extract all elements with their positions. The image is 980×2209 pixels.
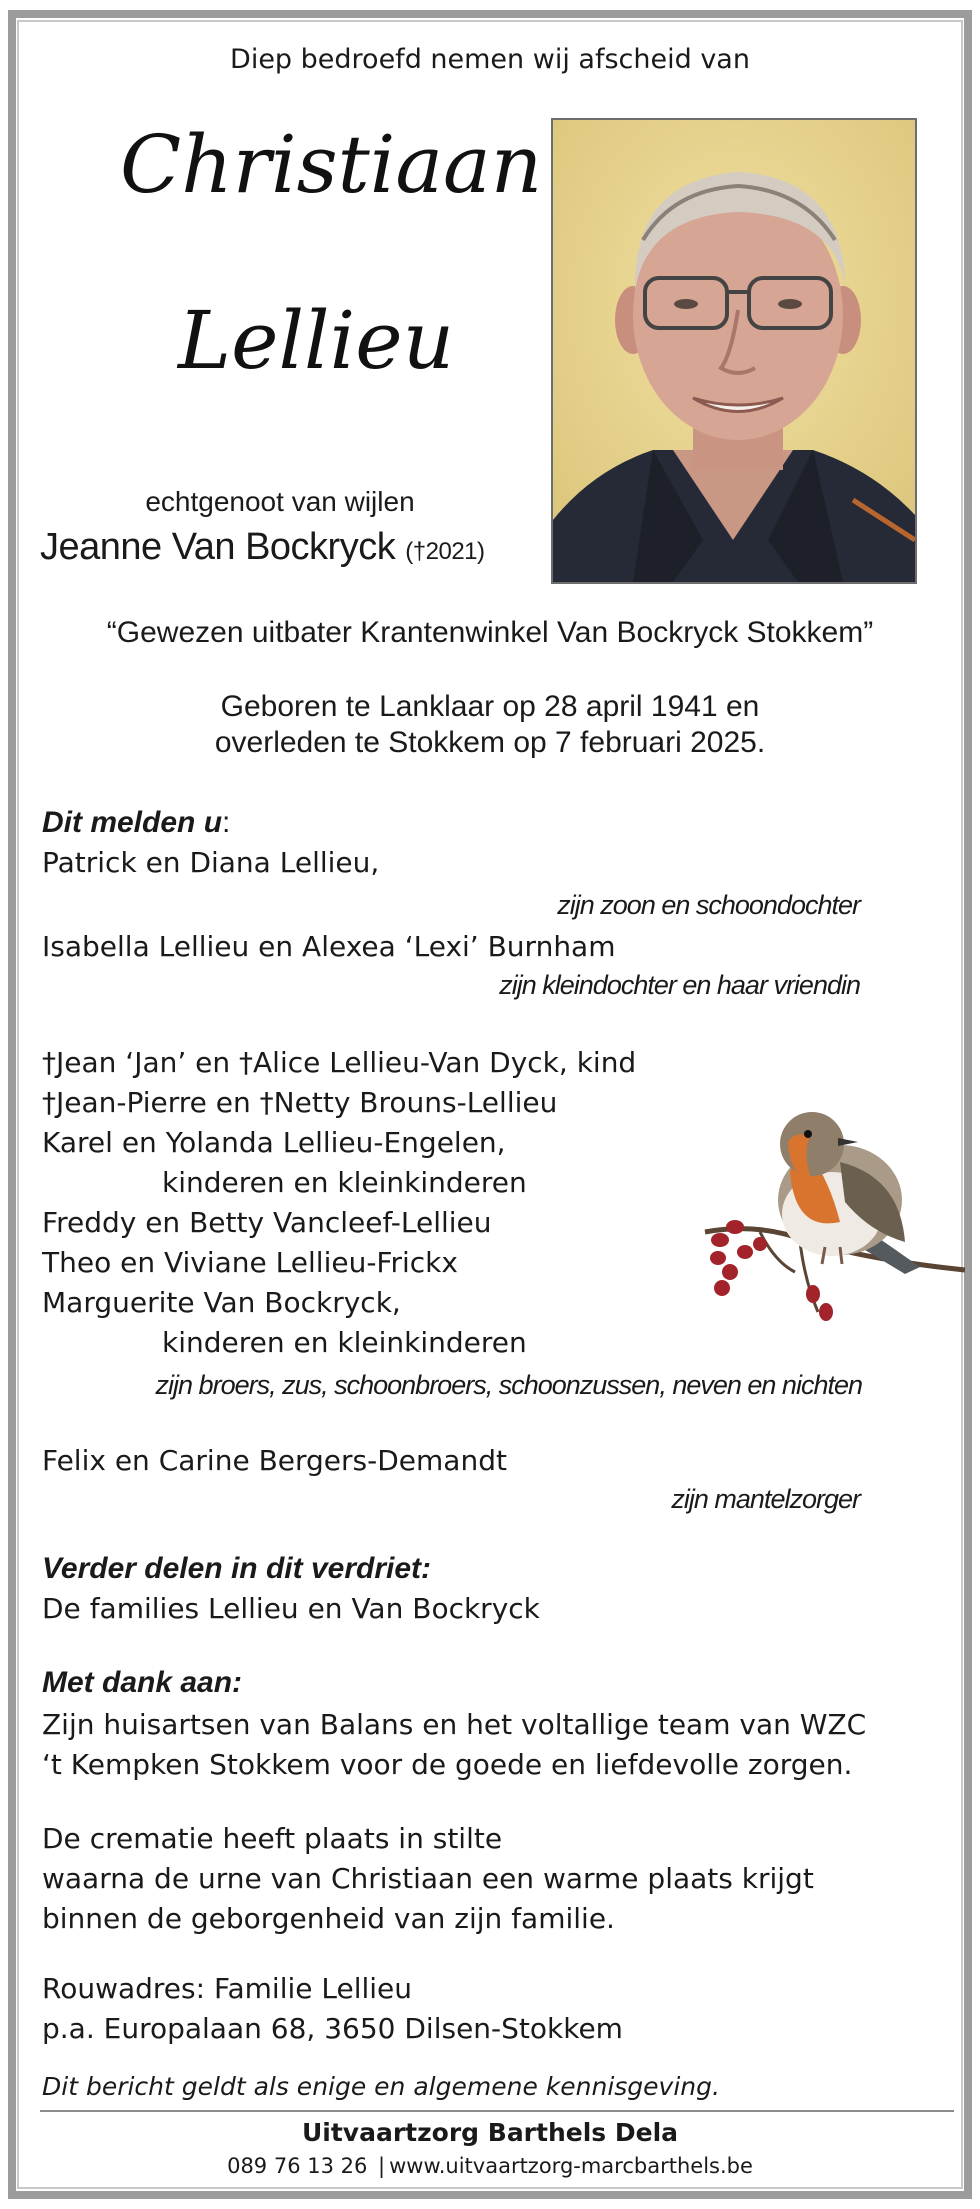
sibling-line: Freddy en Betty Vancleef-Lellieu <box>42 1206 492 1239</box>
announcers-heading-text: Dit melden u <box>42 806 223 839</box>
robin-illustration <box>700 1082 970 1332</box>
sibling-line: Karel en Yolanda Lellieu-Engelen, <box>42 1126 506 1159</box>
sharing-text: De families Lellieu en Van Bockryck <box>42 1592 540 1625</box>
cremation-line: binnen de geborgenheid van zijn familie. <box>42 1902 615 1935</box>
portrait-illustration <box>553 120 915 582</box>
thanks-heading: Met dank aan: <box>42 1666 243 1699</box>
spouse-label: echtgenoot van wijlen <box>145 486 415 517</box>
occupation-quote: “Gewezen uitbater Krantenwinkel Van Bockryck Stokkem” <box>106 616 874 649</box>
sibling-line: Theo en Viviane Lellieu-Frickx <box>42 1246 458 1279</box>
notice-text: Dit bericht geldt als enige en algemene kennisgeving. <box>42 2072 720 2101</box>
announcer-grandchild-role: zijn kleindochter en haar vriendin <box>499 970 860 1000</box>
thanks-line: Zijn huisartsen van Balans en het voltallige team van WZC <box>42 1708 867 1741</box>
address-line: p.a. Europalaan 68, 3650 Dilsen-Stokkem <box>42 2012 623 2045</box>
sibling-line: kinderen en kleinkinderen <box>162 1326 527 1359</box>
birth-line: Geboren te Lanklaar op 28 april 1941 en <box>220 690 760 723</box>
footer-contact <box>0 2154 980 2178</box>
death-line: overleden te Stokkem op 7 februari 2025. <box>214 726 766 759</box>
announcer-children-role: zijn zoon en schoondochter <box>557 890 860 920</box>
first-name: Christiaan <box>120 118 543 211</box>
intro-text: Diep bedroefd nemen wij afscheid van <box>230 44 750 75</box>
portrait-photo <box>551 118 917 584</box>
siblings-role: zijn broers, zus, schoonbroers, schoonzussen, neven en nichten <box>155 1370 862 1400</box>
cremation-line: De crematie heeft plaats in stilte <box>42 1822 503 1855</box>
funeral-company: Uitvaartzorg Barthels Dela <box>301 2118 679 2147</box>
announcer-grandchild: Isabella Lellieu en Alexea ‘Lexi’ Burnham <box>42 930 616 963</box>
announcer-children: Patrick en Diana Lellieu, <box>42 846 380 879</box>
sibling-line: kinderen en kleinkinderen <box>162 1166 527 1199</box>
sibling-line: †Jean-Pierre en †Netty Brouns-Lellieu <box>42 1086 558 1119</box>
caregiver: Felix en Carine Bergers-Demandt <box>42 1444 507 1477</box>
announcers-heading-colon: : <box>222 806 231 839</box>
sibling-line: †Jean ‘Jan’ en †Alice Lellieu-Van Dyck, kind <box>42 1046 637 1079</box>
spouse-note: (†2021) <box>405 538 485 565</box>
last-name: Lellieu <box>178 294 455 387</box>
spouse-name: Jeanne Van Bockryck <box>40 526 396 568</box>
sharing-heading: Verder delen in dit verdriet: <box>42 1552 431 1585</box>
footer-website[interactable]: www.uitvaartzorg-marcbarthels.be <box>389 2154 753 2178</box>
cremation-line: waarna de urne van Christiaan een warme plaats krijgt <box>42 1862 814 1895</box>
sibling-line: Marguerite Van Bockryck, <box>42 1286 401 1319</box>
announcers-heading <box>42 806 230 840</box>
footer-separator: | <box>378 2154 386 2178</box>
address-line: Rouwadres: Familie Lellieu <box>42 1972 413 2005</box>
spouse-line <box>40 526 485 569</box>
thanks-line: ‘t Kempken Stokkem voor de goede en liefdevolle zorgen. <box>42 1748 853 1781</box>
footer-divider <box>40 2110 954 2112</box>
footer-phone[interactable]: 089 76 13 26 <box>227 2154 368 2178</box>
caregiver-role: zijn mantelzorger <box>671 1484 860 1514</box>
